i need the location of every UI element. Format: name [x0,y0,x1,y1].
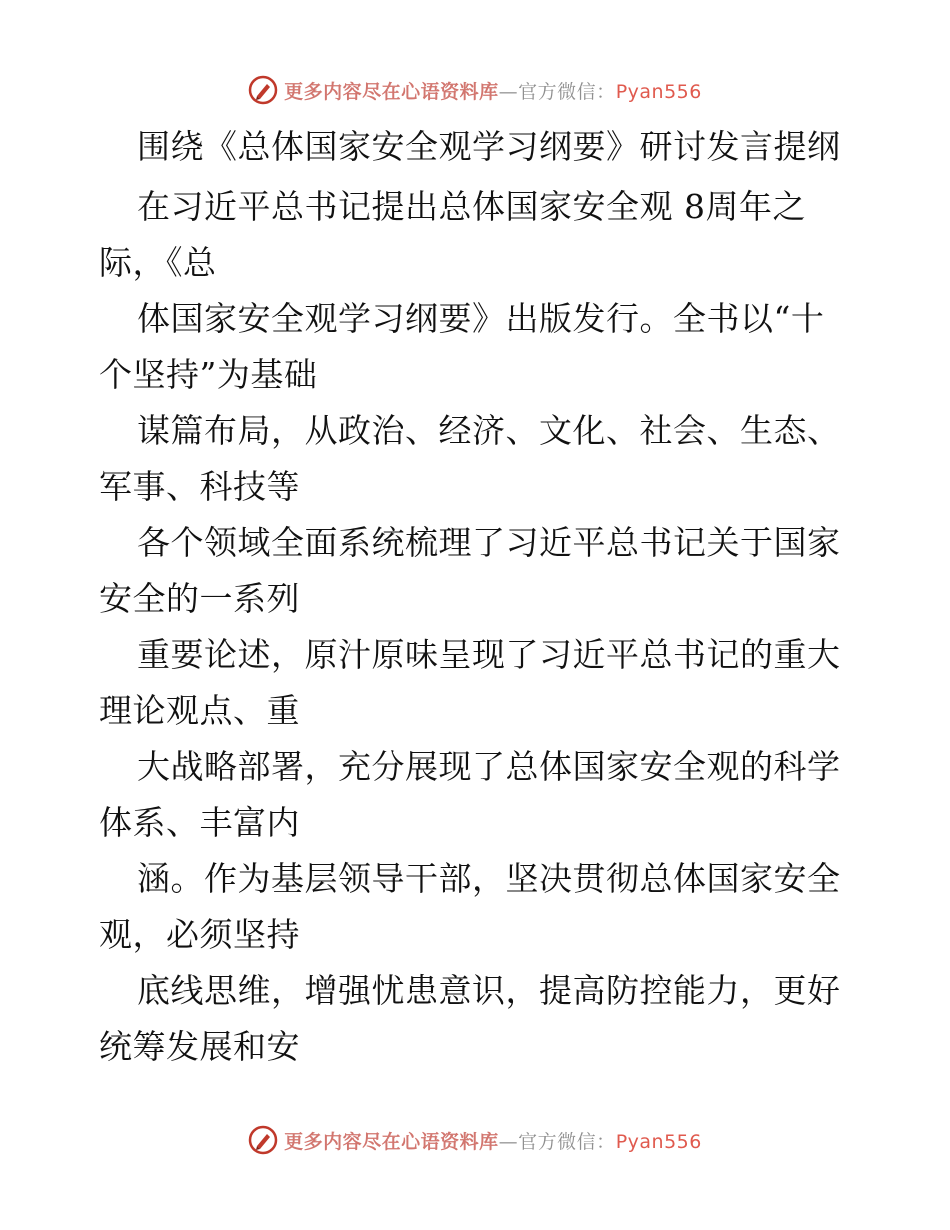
watermark-wechat-id: Pyan556 [615,1130,702,1153]
body-line: 在习近平总书记提出总体国家安全观 8周年之 [137,187,806,226]
body-line: 个坚持”为基础 [99,355,318,394]
body-line: 军事、科技等 [99,467,300,506]
pen-logo-icon [248,1125,278,1155]
body-line: 理论观点、重 [99,691,300,730]
body-line: 各个领域全面系统梳理了习近平总书记关于国家 [137,523,841,562]
document-title: 围绕《总体国家安全观学习纲要》研讨发言提纲 [137,127,841,166]
watermark-official-label: 官方微信： [518,1130,616,1153]
body-line: 重要论述，原汁原味呈现了习近平总书记的重大 [137,635,841,674]
watermark-dash: — [498,80,519,103]
watermark-dash: — [498,1130,519,1153]
body-line: 涵。作为基层领导干部，坚决贯彻总体国家安全 [137,859,841,898]
document-body [99,184,859,1080]
watermark-wechat-id: Pyan556 [615,80,702,103]
footer-watermark [0,1122,950,1158]
body-line: 底线思维，增强忧患意识，提高防控能力，更好 [137,971,841,1010]
watermark-official-label: 官方微信： [518,80,616,103]
body-line: 统筹发展和安 [99,1027,300,1066]
watermark-main-text: 更多内容尽在心语资料库 [284,80,499,103]
body-line: 体国家安全观学习纲要》出版发行。全书以“十 [137,299,825,338]
pen-logo-icon [248,75,278,105]
body-line: 大战略部署，充分展现了总体国家安全观的科学 [137,747,841,786]
watermark-main-text: 更多内容尽在心语资料库 [284,1130,499,1153]
body-line: 谋篇布局，从政治、经济、文化、社会、生态、 [137,411,841,450]
body-line: 体系、丰富内 [99,803,300,842]
body-line: 安全的一系列 [99,579,300,618]
body-line: 观，必须坚持 [99,915,300,954]
body-line: 际，《总 [99,243,217,282]
header-watermark [0,72,950,108]
